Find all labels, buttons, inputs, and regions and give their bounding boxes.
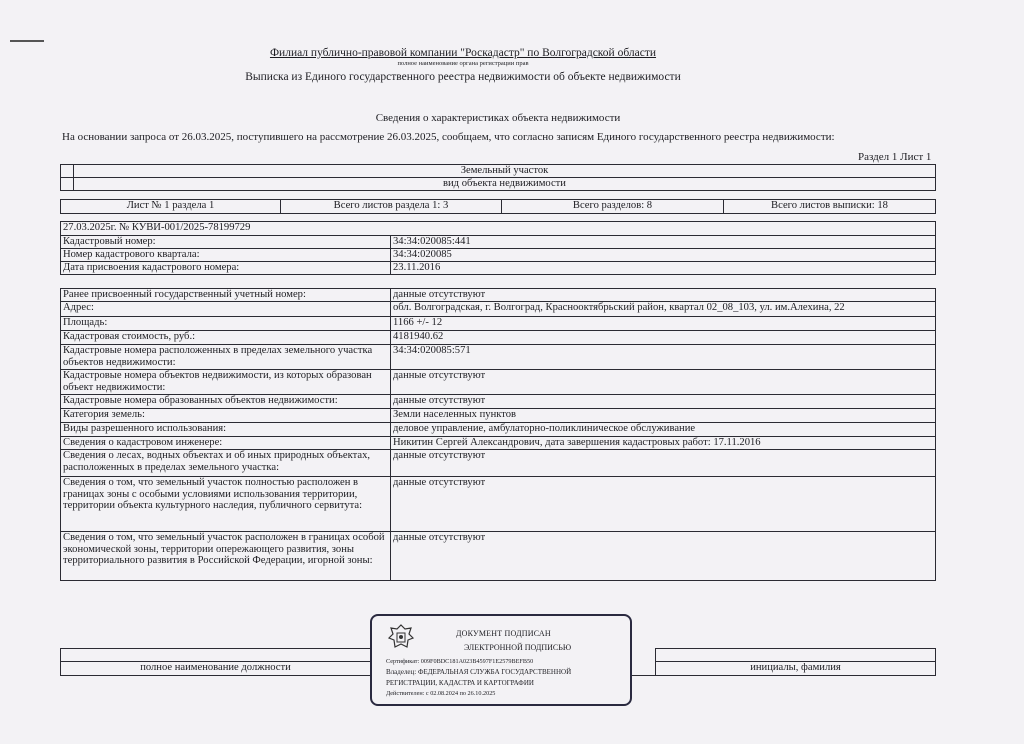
detail-label: Площадь: — [61, 317, 391, 331]
detail-value: данные отсутствуют — [391, 395, 936, 409]
detail-value: 34:34:020085:571 — [391, 345, 936, 370]
detail-label: Кадастровые номера объектов недвижимости, из которых образован объект недвижимости: — [61, 370, 391, 395]
document-number: 27.03.2025г. № КУВИ-001/2025-78199729 — [61, 222, 936, 236]
stamp-owner-2: РЕГИСТРАЦИИ, КАДАСТРА И КАРТОГРАФИИ — [386, 679, 534, 687]
cadastral-quarter: 34:34:020085 — [391, 249, 936, 262]
signer-position: полное наименование должности — [61, 662, 371, 676]
engineer-value: Никитин Сергей Александрович, дата завершения кадастровых работ: 17.11.2016 — [391, 437, 936, 450]
object-type-caption: вид объекта недвижимости — [74, 178, 936, 191]
stamp-certificate: Сертификат: 009F0BDC181A023B4597F1E2579BEFB50 — [386, 658, 534, 665]
details-table — [60, 288, 936, 581]
page-edge-mark — [10, 40, 44, 42]
basis-text: На основании запроса от 26.03.2025, поступившего на рассмотрение 26.03.2025, сообщаем, что согласно записям Единого государственного реестра недвижимости: — [62, 131, 835, 143]
document-title: Выписка из Единого государственного реестра недвижимости об объекте недвижимости — [245, 71, 681, 83]
address-value: обл. Волгоградская, г. Волгоград, Краснооктябрьский район, квартал 02_08_103, ул. им.Алехина, 22 — [391, 302, 936, 317]
section-title: Сведения о характеристиках объекта недвижимости — [375, 112, 621, 124]
stamp-owner: Владелец: ФЕДЕРАЛЬНАЯ СЛУЖБА ГОСУДАРСТВЕННОЙ — [386, 668, 572, 676]
detail-label: Кадастровые номера расположенных в пределах земельного участка объектов недвижимости: — [61, 345, 391, 370]
total-sheets-section: Всего листов раздела 1: 3 — [281, 200, 502, 214]
permitted-use-value: деловое управление, амбулаторно-поликлиническое обслуживание — [391, 423, 936, 437]
object-type-table — [60, 164, 936, 191]
detail-label: Ранее присвоенный государственный учетный номер: — [61, 289, 391, 302]
sheet-number: Лист № 1 раздела 1 — [61, 200, 281, 214]
land-category-value: Земли населенных пунктов — [391, 409, 936, 423]
id-label: Номер кадастрового квартала: — [61, 249, 391, 262]
object-type: Земельный участок — [74, 165, 936, 178]
cadastral-number: 34:34:020085:441 — [391, 236, 936, 249]
detail-value: данные отсутствуют — [391, 532, 936, 581]
stamp-validity: Действителен: с 02.08.2024 по 26.10.2025 — [386, 690, 496, 697]
agency-caption: полное наименование органа регистрации прав — [397, 60, 529, 67]
detail-label: Кадастровые номера образованных объектов недвижимости: — [61, 395, 391, 409]
area-value: 1166 +/- 12 — [391, 317, 936, 331]
total-sections: Всего разделов: 8 — [502, 200, 724, 214]
detail-label: Категория земель: — [61, 409, 391, 423]
id-label: Кадастровый номер: — [61, 236, 391, 249]
assignment-date: 23.11.2016 — [391, 262, 936, 275]
id-label: Дата присвоения кадастрового номера: — [61, 262, 391, 275]
detail-value: данные отсутствуют — [391, 450, 936, 477]
detail-label: Сведения о лесах, водных объектах и об иных природных объектах, расположенных в пределах земельного участка: — [61, 450, 391, 477]
cadastral-cost-value: 4181940.62 — [391, 331, 936, 345]
detail-label: Виды разрешенного использования: — [61, 423, 391, 437]
detail-value: данные отсутствуют — [391, 370, 936, 395]
detail-label: Адрес: — [61, 302, 391, 317]
emblem-icon — [386, 622, 416, 652]
ids-table — [60, 221, 936, 275]
signer-name: инициалы, фамилия — [656, 662, 936, 676]
detail-value: данные отсутствуют — [391, 477, 936, 532]
e-signature-stamp — [370, 614, 632, 706]
stamp-line-2: ЭЛЕКТРОННОЙ ПОДПИСЬЮ — [464, 643, 572, 652]
detail-label: Сведения о кадастровом инженере: — [61, 437, 391, 450]
detail-label: Сведения о том, что земельный участок полностью расположен в границах зоны с особыми условиями использования территории, территории объекта культурного наследия, публичного сервитута: — [61, 477, 391, 532]
sheet-info-table — [60, 199, 936, 214]
stamp-line-1: ДОКУМЕНТ ПОДПИСАН — [456, 629, 551, 638]
detail-value: данные отсутствуют — [391, 289, 936, 302]
detail-label: Кадастровая стоимость, руб.: — [61, 331, 391, 345]
detail-label: Сведения о том, что земельный участок расположен в границах особой экономической зоны, территории опережающего развития, зоны территориального развития в Российской Федерации, игорной зоны: — [61, 532, 391, 581]
section-sheet-label: Раздел 1 Лист 1 — [858, 151, 932, 163]
total-sheets: Всего листов выписки: 18 — [724, 200, 936, 214]
agency-name: Филиал публично-правовой компании "Роскадастр" по Волгоградской области — [269, 47, 657, 59]
